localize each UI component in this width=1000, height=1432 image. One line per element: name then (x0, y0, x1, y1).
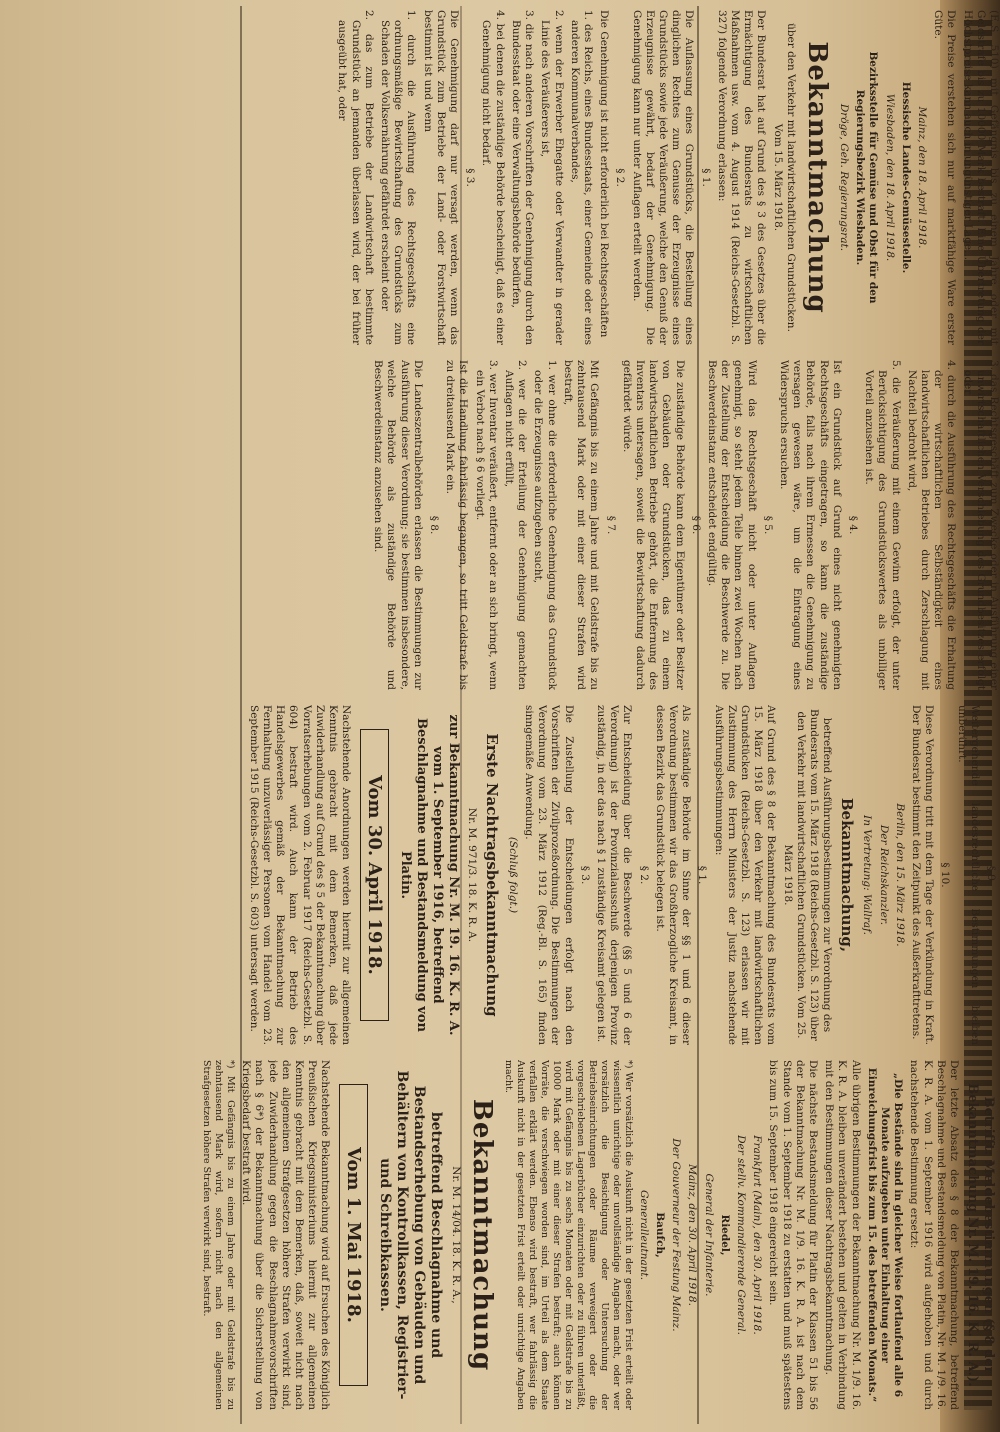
office-sig: Wiesbaden, den 18. April 1918. (883, 93, 896, 262)
item-list (862, 360, 1000, 690)
section-heading: § 4. (846, 515, 859, 535)
section-text: Die zuständige Behörde kann dem Eigentümer oder Besitzer von Gebäuden oder Grundstücken, das zu einem landwirtschaftlichen Betriebe gehört, die Entfernung des Inventars untersagen, soweit die Bewirtschaftung dadurch gefährdet würde. (620, 360, 686, 690)
announcement-subtitle: betreffend Ausführungsbestimmungen zur Verordnung des Bundesrats vom 15. März 1918 (Reichs-Gesetzbl. S. 123) über den Verkehr mit landwirtschaftlichen Grundstücken. Vom 25. März 1918. (781, 709, 834, 1041)
section-text: Zur Entscheidung über die Beschwerde (§§ 5 und 6 der Verordnung) ist der Provinzialausschuß derjenigen Provinz zuständig, in der das nach § 1 zuständige Kreisamt gelegen ist. (594, 705, 634, 1045)
supplement-subheading: zur Bekanntmachung Nr. M. 19. 16. K. R. A. vom 1. September 1916, betreffend Beschlagnahme und Bestandsmeldung von Platin. (398, 714, 462, 1036)
list-item: 2. wer die der Erteilung der Genehmigung gemachten Auflagen nicht erfüllt, (503, 360, 529, 690)
announcement-title: Bekanntmachung (801, 41, 832, 314)
list-item: 1. durch die Ausführung des Rechtsgeschäfts eine ordnungsmäßige Bewirtschaftung des Grundstücks zum Schaden der Volksernährung gefährdet erscheint oder (379, 10, 418, 345)
section-text: Alle übrigen Bestimmungen der Bekanntmachung Nr. M. 1/9. 16. K. R. A. bleiben unverändert bestehen und gelten in Verbindung mit den Bestimmungen dieser Nachtragsbekanntmachung. (823, 1060, 862, 1410)
section-text: Diese Verordnung tritt mit dem Tage der Verkündung in Kraft. Der Bundesrat bestimmt den Zeitpunkt des Außerkrafttretens. (909, 705, 936, 1045)
signature-role-2: Der Gouverneur der Festung Mainz. (670, 1138, 683, 1332)
announcement-title: Bekanntmachung, (838, 797, 857, 953)
list-item: 5. die Veräußerung mit einem Gewinn erfolgt, der unter Berücksichtigung des Grundstückswertes als unbilliger Vorteil anzusehen ist. (863, 360, 902, 690)
section-text: Ist die Handlung fahrlässig begangen, so tritt Geldstrafe bis zu dreitausend Mark ein. (444, 360, 470, 690)
section-heading: § 1. (699, 168, 712, 187)
continued-note: (Schluß folgt.) (506, 836, 519, 914)
section-text: Wird das Rechtsgeschäft nicht oder unter Auflagen genehmigt, so steht jedem Teile binnen zwei Wochen nach der Zustellung der Entscheidung die Beschwerde zu. Die Beschwerdeinstanz entscheidet endgültig. (705, 360, 758, 690)
announcement-subtitle-2: betreffend Beschlagnahme und Bestandserhebung von Gebäuden und Behältern von Kontrollkassen, Registrier- und Schreibkassen. (377, 1070, 445, 1400)
subject-heading: Betrifft: Meldebestimmungen (§ 8 der Bekanntmachung Nr. M. 19. 16. K. R. A.). (965, 1083, 996, 1387)
section-heading: § 6. (689, 515, 702, 535)
supplement-heading: Erste Nachtragsbekanntmachung (483, 733, 502, 1017)
list-item: 3. das Rechtsgeschäft zum Zwecke oder in Ausführung einer unwirtschaftlichen Verschiebung des Grundbesitzes erfolgt oder (961, 360, 1000, 690)
section-heading: § 3. (464, 168, 477, 187)
signature-rank-2: Generalleutnant. (637, 1189, 650, 1281)
office-name-2: Bezirksstelle für Gemüse und Obst für den Regierungsbezirk Wiesbaden. (854, 51, 880, 304)
signature-name-2: Baufch, (653, 1212, 666, 1258)
column-2 (0, 360, 1000, 690)
place-date: Mainz, den 18. April 1918. (915, 106, 928, 249)
list-item: 3. wer Inventar veräußert, entfernt oder an sich bringt, wenn ein Verbot nach § 6 vorliegt. (473, 360, 499, 690)
list-item: 2. das zum Betriebe der Landwirtschaft bestimmte Grundstück an jemanden überlassen wird, der bei früher ausgeübt hat, oder (336, 10, 375, 345)
reference-number-2: Nr. M. 14/04. 18. K. R. A., (449, 1166, 462, 1304)
column-4 (0, 1060, 1000, 1410)
section-text: Die Genehmigung ist nicht erforderlich bei Rechtsgeschäften (598, 10, 611, 338)
section-text: Mit Gefängnis bis zu einem Jahre und mit Geldstrafe bis zu zehntausend Mark oder mit einer dieser Strafen wird bestraft, (561, 360, 601, 690)
signature-name: Riedel, (718, 1214, 731, 1256)
section-heading: § 1. (696, 865, 709, 885)
column-1 (0, 10, 1000, 345)
section-text: Nachstehende Bekanntmachung wird auf Ersuchen des Königlich Preußischen Kriegsministeriums hiermit zur allgemeinen Kenntnis gebracht mit dem Bemerken, daß, soweit nicht nach den allgemeinen Strafgesetzen höhere Strafen verwirkt sind, jede Zuwiderhandlung gegen die Beschlagnahmevorschriften nach § 6*) der Bekanntmachung über die Sicherstellung von Kriegsbedarf bestraft wird. (240, 1060, 332, 1410)
section-text: Der letzte Absatz des § 8 der Bekanntmachung, betreffend Beschlagnahme und Bestandsmeldung von Platin, Nr. M. 1/9. 16. K. R. A. vom 1. September 1916 wird aufgehoben und durch nachstehende Bestimmung ersetzt: (908, 1060, 960, 1410)
footnote-2: *) Mit Gefängnis bis zu einem Jahre oder mit Geldstrafe bis zu zehntausend Mark wird, sofern nicht nach den allgemeinen Strafgesetzen höhere Strafen verwirkt sind, bestraft. (200, 1060, 236, 1410)
quoted-rule: „Die Bestände sind in gleicher Weise fortlaufend alle 6 Monate aufzugeben unter Einhaltung einer Einreichungsfrist bis zum 15. des betreffenden Monats.“ (865, 1067, 905, 1403)
announcement-title-2: Bekanntmachung (466, 1098, 497, 1372)
section-heading: § 7. (604, 515, 617, 535)
footnote: *) Wer vorsätzlich die Auskunft nicht in der gesetzten Frist erteilt oder wissentlich unrichtige oder unvollständige Angaben macht, oder wer vorsätzlich die Besichtigung oder Untersuchung der Betriebseinrichtungen oder Räume verweigert oder die vorgeschriebenen Lagerbücher einzurichten oder zu führen unterläßt, wird mit Gefängnis bis zu sechs Monaten oder mit Geldstrafe bis zu 10000 Mark oder mit einer dieser Strafen bestraft; auch können Vorräte, die verschwiegen worden sind, im Urteil als dem Staate verfallen erklärt werden. Ebenso wird bestraft, wer fahrlässig die Auskunft nicht in der gesetzten Frist erteilt oder unrichtige Angaben macht. (502, 1060, 634, 1410)
section-text: Die Genehmigung darf nur versagt werden, wenn das Grundstück zum Betriebe der Land- oder Forstwirtschaft bestimmt ist und wenn (421, 10, 461, 345)
section-text: Die nächste Bestandsmeldung für Platin der Klassen 51 bis 56 der Bekanntmachung Nr. M. 1/9. 16. K. R. A. ist nach dem Stande vom 1. September 1918 zu erstatten und muß spätestens bis zum 15. September 1918 eingereicht sein. (767, 1060, 819, 1410)
reference-number: Nr. M. 971/3. 18. K. R. A. (466, 807, 479, 943)
item-list (479, 10, 594, 345)
column-3 (0, 705, 1000, 1045)
section-heading: § 10. (939, 862, 952, 888)
signature-name: In Vertretung: Wallraf. (861, 815, 874, 935)
signature-rank: General der Infanterie. (702, 1173, 715, 1297)
date-box: Vom 30. April 1918. (360, 729, 389, 1021)
section-heading: § 2. (614, 168, 627, 187)
signature-date: Berlin, den 15. März 1918. (893, 803, 906, 947)
preamble: Der Bundesrat hat auf Grund des § 3 des Gesetzes über die Ermächtigung des Bundesrats zu wirtschaftlichen Maßnahmen usw. vom 4. August 1914 (Reichs-Gesetzbl. S. 327) folgende Verordnung erlassen: (715, 10, 768, 345)
list-item: 3. die nach anderen Vorschriften der Genehmigung durch den Bundesstaat oder eine Verwaltungsbehörde bedürfen, (509, 10, 536, 345)
intro-text: (E.S. 510) mit Gefängnis bis zu einem Jahre oder mit Geldstrafe bis zu 10000 Mark bestraft. Eine Übertretung der Höchstpreise kann auch in ungünstiger Lage... (961, 10, 1000, 345)
office-sig-2: Dröge, Geh. Regierungsrat. (837, 103, 850, 252)
signature-role: Der Reichskanzler. (877, 824, 890, 926)
section-heading: § 2. (637, 865, 650, 885)
list-item: 4. durch die Ausführung des Rechtsgeschäfts die Erhaltung der wirtschaftlichen Selbständigkeit eines landwirtschaftlichen Betriebes durch Zerschlagung mit Nachteil bedroht wird, (905, 360, 958, 690)
item-list (472, 360, 557, 690)
section-heading: § 9. (985, 865, 997, 885)
list-item: 1. wer ohne die erforderliche Genehmigung das Grundstück oder die Erzeugnisse aufzugeben sucht, (532, 360, 558, 690)
list-item: 1. des Reichs, eines Bundesstaats, einer Gemeinde oder eines anderen Kommunalverbandes, (568, 10, 594, 345)
signature-place: Frankfurt (Main), den 30. April 1918. (751, 1135, 764, 1335)
section-text: Die Landeszentralbehörden erlassen die Bestimmungen zur Ausführung dieser Verordnung; sie bestimmen insbesondere, welche Behörde als zuständige Behörde und Beschwerdeinstanz anzusehen sind. (372, 360, 424, 690)
section-text: Die Auflassung eines Grundstücks, die Bestellung eines dinglichen Rechtes zum Genusse der Erzeugnisse eines Grundstücks sowie jede Veräußerung, welche den Genuß der Erzeugnisse gewährt, bedarf der Genehmigung. Die Genehmigung kann nur unter Auflagen erteilt werden. (630, 10, 696, 345)
section-heading: § 5. (761, 515, 774, 535)
preamble: Auf Grund des § 8 der Bekanntmachung des Bundesrats vom 15. März 1918 über den Verkehr mit landwirtschaftlichen Grundstücken (Reichs-Gesetzbl. S. 123) erlassen wir mit Zustimmung des Herrn Ministers der Justiz nachstehende Ausführungsbestimmungen: (712, 705, 778, 1045)
section-heading: § 3. (578, 865, 591, 885)
signature-place-2: Mainz, den 30. April 1918. (686, 1164, 699, 1306)
section-text: Nachstehende Anordnungen werden hiermit zur allgemeinen Kenntnis gebracht mit dem Bemerken, daß jede Zuwiderhandlung auf Grund des § 5 der Bekanntmachung über Vorratserhebungen vom 2. Februar 1917 (Reichs-Gesetzbl. S. 604) bestraft wird. Auch kann der Betrieb des Handelsgewerbes gemäß der Bekanntmachung zur Fernhaltung unzuverlässiger Personen vom Handel vom 23. September 1915 (Reichs-Gesetzbl. S. 603) untersagt werden. (247, 705, 353, 1045)
date-box-2: Vom 1. Mai 1918. (339, 1084, 368, 1386)
list-item: 4. bei denen die zuständige Behörde bescheinigt, daß es einer Genehmigung nicht bedarf. (480, 10, 506, 345)
section-text: Ist ein Grundstück auf Grund eines nicht genehmigten Rechtsgeschäfts eingetragen, so kann die zuständige Behörde, falls nach ihrem Ermessen die Genehmigung zu versagen gewesen wäre, um die Eintragung eines Widerspruchs ersuchen. (777, 360, 843, 690)
signature-role: Der stellv. Kommandierende General. (734, 1135, 747, 1335)
section-text: Weitergehende landesrechtliche Bestimmungen bleiben unberührt. (955, 705, 981, 1045)
section-text: Als zuständige Behörde im Sinne der §§ 1 und 6 dieser Verordnung bestimmen wir das Großherzogliche Kreisamt, in dessen Bezirk das Grundstück belegen ist. (653, 705, 693, 1045)
list-item: 2. wenn der Erwerber Ehegatte oder Verwandter in gerader Linie des Veräußerers ist, (539, 10, 565, 345)
office-name: Hessische Landes-Gemüsestelle. (899, 81, 912, 274)
announcement-subtitle: über den Verkehr mit landwirtschaftlichen Grundstücken. Vom 15. März 1918. (771, 23, 797, 332)
section-heading: § 8. (428, 515, 441, 535)
item-list (335, 10, 417, 345)
section-text: Die Zustellung der Entscheidungen erfolgt nach den Vorschriften der Zivilprozeßordnung. Die Bestimmungen der Verordnung vom 23. März 1912 (Reg.-Bl. S. 165) finden sinngemäße Anwendung. (522, 705, 575, 1045)
price-note: Die Preise verstehen sich nur auf marktfähige Ware erster Güte. (932, 10, 958, 345)
